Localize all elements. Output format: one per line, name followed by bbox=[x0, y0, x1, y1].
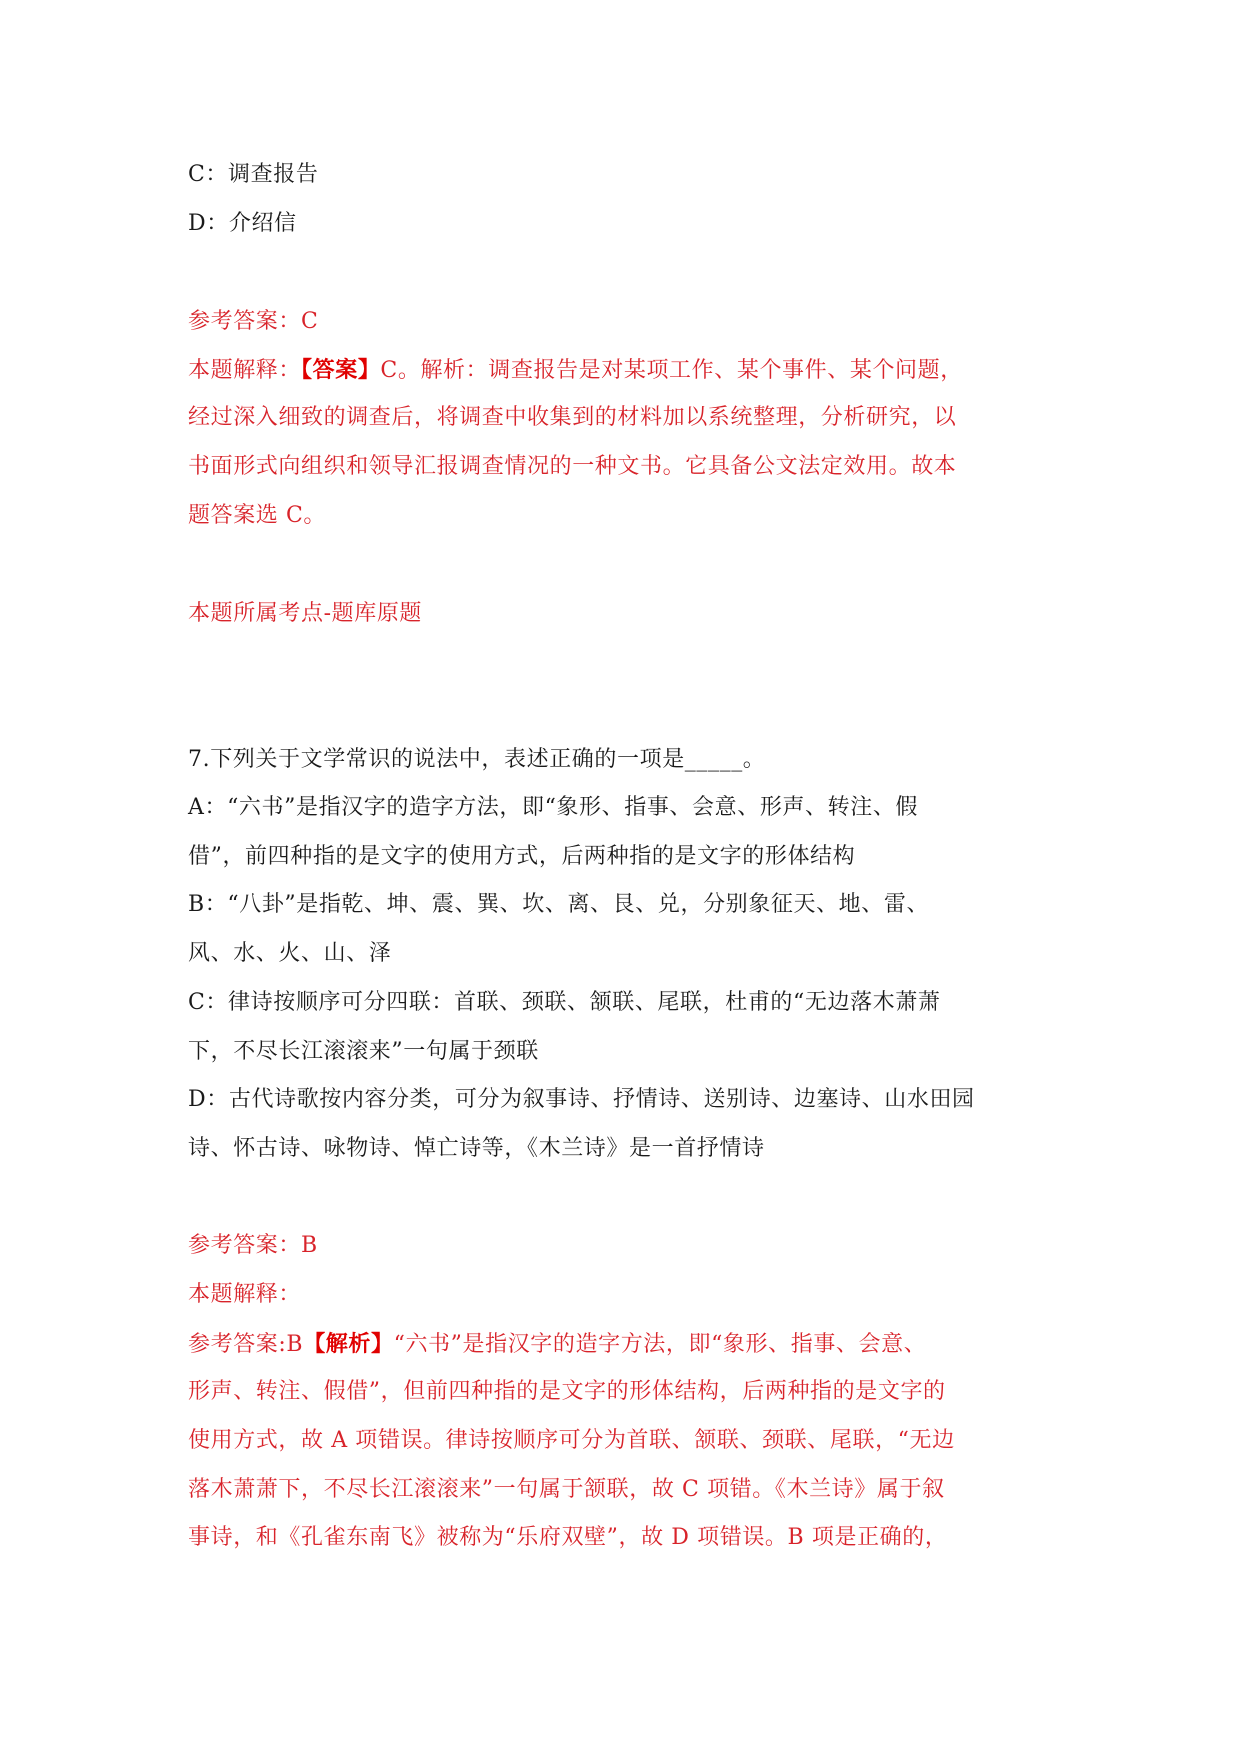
explanation-line-4: 落木萧萧下，不尽长江滚滚来”一句属于颔联，故 C 项错。《木兰诗》属于叙 bbox=[188, 1477, 945, 1502]
question-source: 本题所属考点-题库原题 bbox=[188, 601, 423, 626]
reference-answer: 参考答案：C bbox=[188, 309, 319, 334]
option-a-line-1: A：“六书”是指汉字的造字方法，即“象形、指事、会意、形声、转注、假 bbox=[188, 795, 919, 820]
reference-answer: 参考答案：B bbox=[188, 1233, 318, 1258]
explanation-label: 本题解释： bbox=[188, 1282, 302, 1307]
explanation-line-3: 书面形式向组织和领导汇报调查情况的一种文书。它具备公文法定效用。故本 bbox=[188, 454, 957, 479]
explanation-line-1 bbox=[188, 1329, 1068, 1360]
explanation-text: C。解析：调查报告是对某项工作、某个事件、某个问题， bbox=[380, 358, 963, 383]
explanation-line-1 bbox=[188, 355, 1068, 386]
option-d: D：介绍信 bbox=[188, 211, 297, 236]
option-d-line-2: 诗、怀古诗、咏物诗、悼亡诗等，《木兰诗》是一首抒情诗 bbox=[188, 1136, 765, 1161]
explanation-line-4: 题答案选 C。 bbox=[188, 503, 327, 528]
analysis-bracket-label: 【解析】 bbox=[303, 1331, 394, 1357]
option-c-line-2: 下，不尽长江滚滚来”一句属于颈联 bbox=[188, 1039, 539, 1064]
explanation-text: “六书”是指汉字的造字方法，即“象形、指事、会意、 bbox=[393, 1332, 927, 1357]
option-c-line-1: C：律诗按顺序可分四联：首联、颈联、颔联、尾联，杜甫的“无边落木萧萧 bbox=[188, 990, 941, 1015]
explanation-line-3: 使用方式，故 A 项错误。律诗按顺序可分为首联、颔联、颈联、尾联，“无边 bbox=[188, 1428, 955, 1453]
option-a-line-2: 借”，前四种指的是文字的使用方式，后两种指的是文字的形体结构 bbox=[188, 844, 856, 869]
option-b-line-1: B：“八卦”是指乾、坤、震、巽、坎、离、艮、兑，分别象征天、地、雷、 bbox=[188, 892, 930, 917]
explanation-prefix: 本题解释： bbox=[188, 358, 302, 383]
option-c: C：调查报告 bbox=[188, 162, 319, 187]
answer-bracket-label: 【答案】 bbox=[301, 357, 381, 383]
explanation-line-2: 形声、转注、假借”，但前四种指的是文字的形体结构，后两种指的是文字的 bbox=[188, 1379, 946, 1404]
explanation-line-2: 经过深入细致的调查后，将调查中收集到的材料加以系统整理，分析研究，以 bbox=[188, 405, 957, 430]
explanation-line-5: 事诗，和《孔雀东南飞》被称为“乐府双壁”，故 D 项错误。B 项是正确的， bbox=[188, 1525, 948, 1550]
option-b-line-2: 风、水、火、山、泽 bbox=[188, 941, 392, 966]
explanation-prefix: 参考答案:B bbox=[188, 1332, 304, 1357]
question-stem: 7.下列关于文学常识的说法中，表述正确的一项是_____。 bbox=[188, 747, 766, 772]
option-d-line-1: D：古代诗歌按内容分类，可分为叙事诗、抒情诗、送别诗、边塞诗、山水田园 bbox=[188, 1087, 975, 1112]
